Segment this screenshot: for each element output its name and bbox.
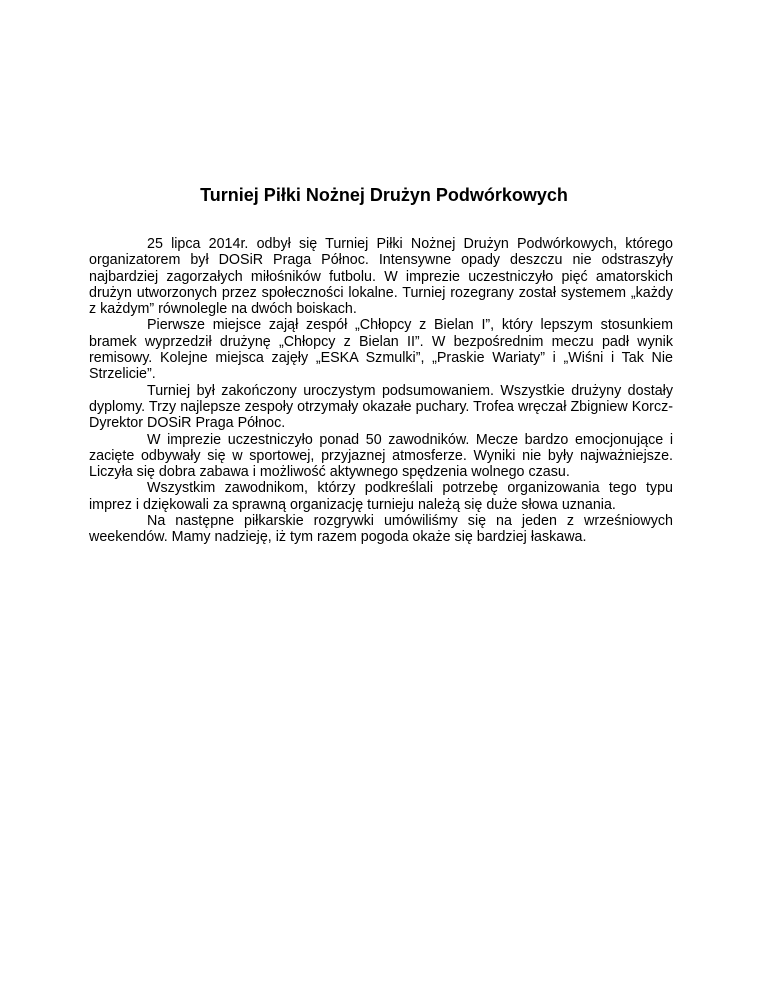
paragraph-5: Wszystkim zawodnikom, którzy podkreślali potrzebę organizowania tego typu imprez i dziękowali za sprawną organizację turnieju należą się duże słowa uznania. bbox=[89, 480, 673, 513]
paragraph-2: Pierwsze miejsce zajął zespół „Chłopcy z Bielan I”, który lepszym stosunkiem bramek wyprzedził drużynę „Chłopcy z Bielan II”. W bezpośrednim meczu padł wynik remisowy. Kolejne miejsca zajęły „ESKA Szmulki”, „Praskie Wariaty” i „Wiśni i Tak Nie Strzelicie”. bbox=[89, 317, 673, 383]
paragraph-4: W imprezie uczestniczyło ponad 50 zawodników. Mecze bardzo emocjonujące i zacięte odbywały się w sportowej, przyjaznej atmosferze. Wyniki nie były najważniejsze. Liczyła się dobra zabawa i możliwość aktywnego spędzenia wolnego czasu. bbox=[89, 431, 673, 481]
paragraph-6: Na następne piłkarskie rozgrywki umówiliśmy się na jeden z wrześniowych weekendów. Mamy nadzieję, iż tym razem pogoda okaże się bardziej łaskawa. bbox=[89, 513, 673, 546]
document-body bbox=[89, 236, 673, 546]
paragraph-1: 25 lipca 2014r. odbył się Turniej Piłki Nożnej Drużyn Podwórkowych, którego organizatorem był DOSiR Praga Północ. Intensywne opady deszczu nie odstraszyły najbardziej zagorzałych miłośników futbolu. W imprezie uczestniczyło pięć amatorskich drużyn utworzonych przez społeczności lokalne. Turniej rozegrany został systemem „każdy z każdym” równolegle na dwóch boiskach. bbox=[89, 236, 673, 318]
document-title: Turniej Piłki Nożnej Drużyn Podwórkowych bbox=[200, 185, 568, 205]
paragraph-3: Turniej był zakończony uroczystym podsumowaniem. Wszystkie drużyny dostały dyplomy. Trzy najlepsze zespoły otrzymały okazałe puchary. Trofea wręczał Zbigniew Korcz- Dyrektor DOSiR Praga Północ. bbox=[89, 382, 673, 432]
